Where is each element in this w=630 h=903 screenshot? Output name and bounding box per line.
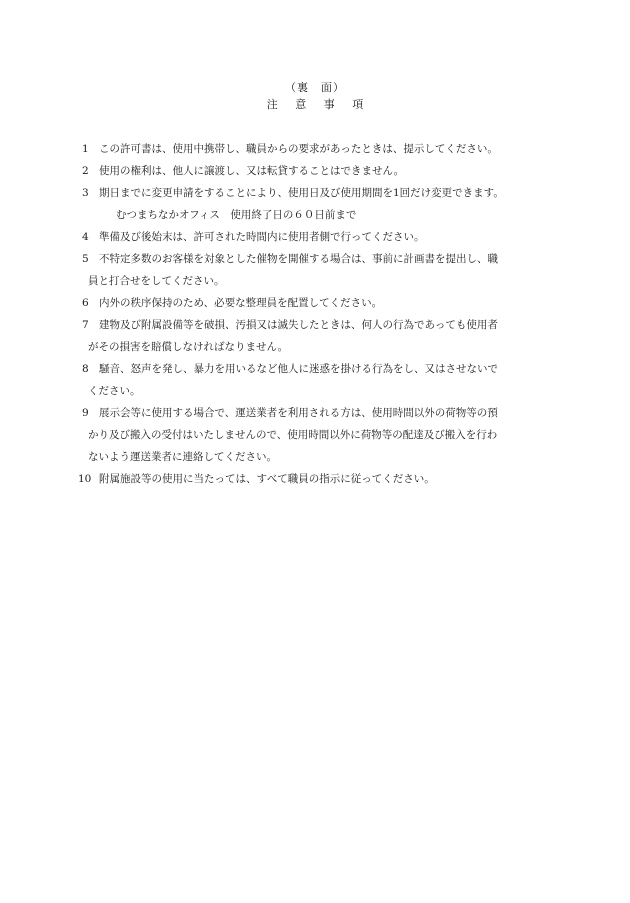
item-number: 9 [82,407,89,419]
item-text-continued: ないよう運送業者に連絡してください。 [88,451,277,463]
item-text: 使用の権利は、他人に譲渡し、又は転貸することはできません。 [99,165,405,177]
item-text-continued: ください。 [88,385,141,397]
item-text: 附属施設等の使用に当たっては、すべて職員の指示に従ってください。 [99,473,435,485]
item-text-continued: がその損害を賠償しなければなりません。 [88,341,289,353]
notice-item-6 [82,296,552,318]
item-text: 展示会等に使用する場合で、運送業者を利用される方は、使用時間以外の荷物等の預 [99,407,498,419]
item-text-continued: 員と打合せをしてください。 [88,275,225,287]
item-text: 騒音、怒声を発し、暴力を用いるなど他人に迷惑を掛ける行為をし、又はさせないで [99,363,498,375]
item-text: 期日までに変更申請をすることにより、使用日及び使用期間を1回だけ変更できます。 [99,187,504,199]
notice-item-4 [82,230,552,252]
notice-item-8 [82,362,552,406]
item-number: 7 [82,319,89,331]
notice-item-10 [78,472,552,494]
notice-item-5 [82,252,552,296]
notice-list [78,142,552,494]
notice-item-7 [82,318,552,362]
item-text: 不特定多数のお客様を対象とした催物を開催する場合は、事前に計画書を提出し、職 [99,253,498,265]
item-number: 10 [78,473,92,485]
page-side-label: （裏 面） [285,81,345,94]
notice-item-1 [82,142,552,164]
notice-item-9 [82,406,552,472]
item-number: 2 [82,165,89,177]
item-text: この許可書は、使用中携帯し、職員からの要求があったときは、提示してください。 [99,143,498,155]
page-title: 注 意 事 項 [266,98,364,111]
item-text: 内外の秩序保持のため、必要な整理員を配置してください。 [99,297,383,309]
item-number: 5 [82,253,89,265]
item-number: 4 [82,231,89,243]
item-number: 1 [82,143,89,155]
notice-item-3 [82,186,552,230]
item-text-continued: かり及び搬入の受付はいたしませんので、使用時間以外に荷物等の配達及び搬入を行わ [88,429,498,441]
item-number: 6 [82,297,89,309]
notice-item-2 [82,164,552,186]
item-number: 3 [82,187,89,199]
item-number: 8 [82,363,89,375]
item-text: 建物及び附属設備等を破損、汚損又は滅失したときは、何人の行為であっても使用者 [99,319,498,331]
item-text: 準備及び後始末は、許可された時間内に使用者側で行ってください。 [99,231,425,243]
item-note: むつまちなかオフィス 使用終了日の６０日前まで [116,209,357,221]
